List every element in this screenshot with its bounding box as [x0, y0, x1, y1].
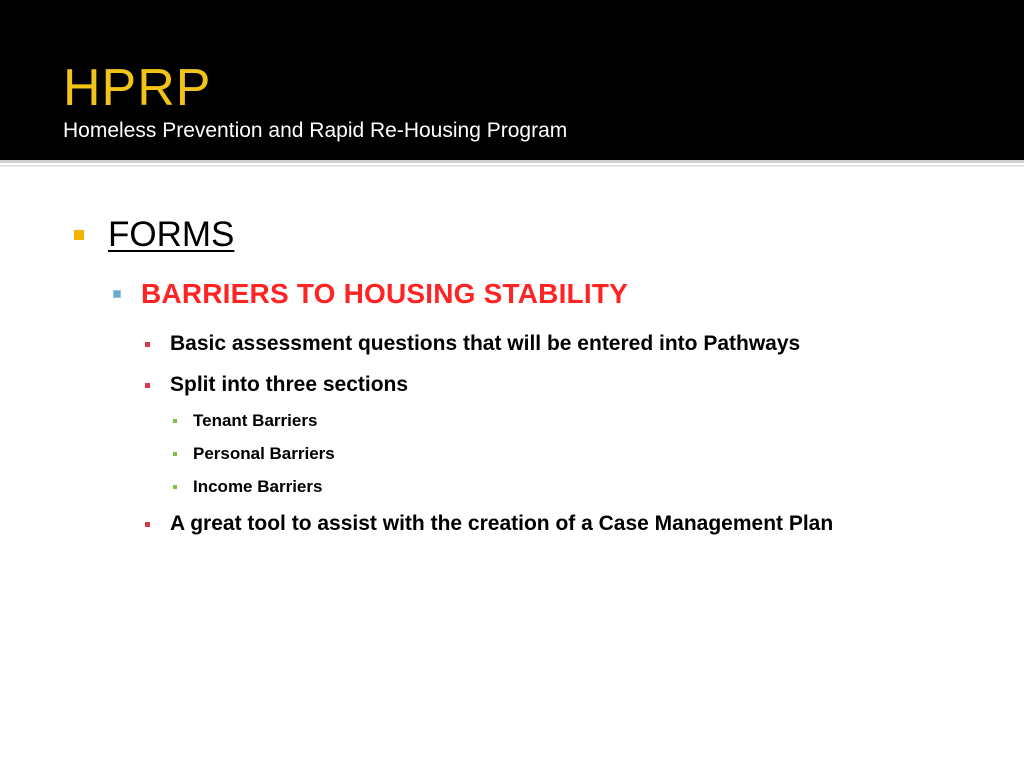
- square-bullet-icon: [173, 452, 177, 456]
- header-divider-secondary: [0, 165, 1024, 167]
- bullet-point-text: Basic assessment questions that will be entered into Pathways: [170, 332, 801, 355]
- square-bullet-icon: [113, 290, 121, 298]
- slide-title: HPRP: [63, 59, 212, 117]
- slide-subtitle: Homeless Prevention and Rapid Re-Housing Program: [63, 119, 568, 142]
- sub-bullet-point: [173, 477, 322, 497]
- bullet-point-text: Split into three sections: [170, 373, 409, 396]
- square-bullet-icon: [145, 342, 150, 347]
- section-name: Income Barriers: [193, 477, 323, 496]
- barriers-heading: BARRIERS TO HOUSING STABILITY: [141, 278, 629, 309]
- bullet-level1-forms: [74, 215, 234, 255]
- bullet-point: [145, 512, 833, 536]
- bullet-point: [145, 332, 800, 356]
- section-name: Personal Barriers: [193, 444, 335, 463]
- bullet-point-text: A great tool to assist with the creation of a Case Management Plan: [170, 512, 834, 535]
- sub-bullet-point: [173, 411, 317, 431]
- square-bullet-icon: [173, 485, 177, 489]
- square-bullet-icon: [74, 230, 84, 240]
- section-name: Tenant Barriers: [193, 411, 318, 430]
- square-bullet-icon: [145, 522, 150, 527]
- bullet-level2-barriers: [113, 278, 628, 310]
- header-divider: [0, 160, 1024, 163]
- square-bullet-icon: [173, 419, 177, 423]
- title-bar: [0, 0, 1024, 160]
- bullet-point: [145, 373, 408, 397]
- square-bullet-icon: [145, 383, 150, 388]
- sub-bullet-point: [173, 444, 335, 464]
- forms-heading: FORMS: [108, 215, 235, 254]
